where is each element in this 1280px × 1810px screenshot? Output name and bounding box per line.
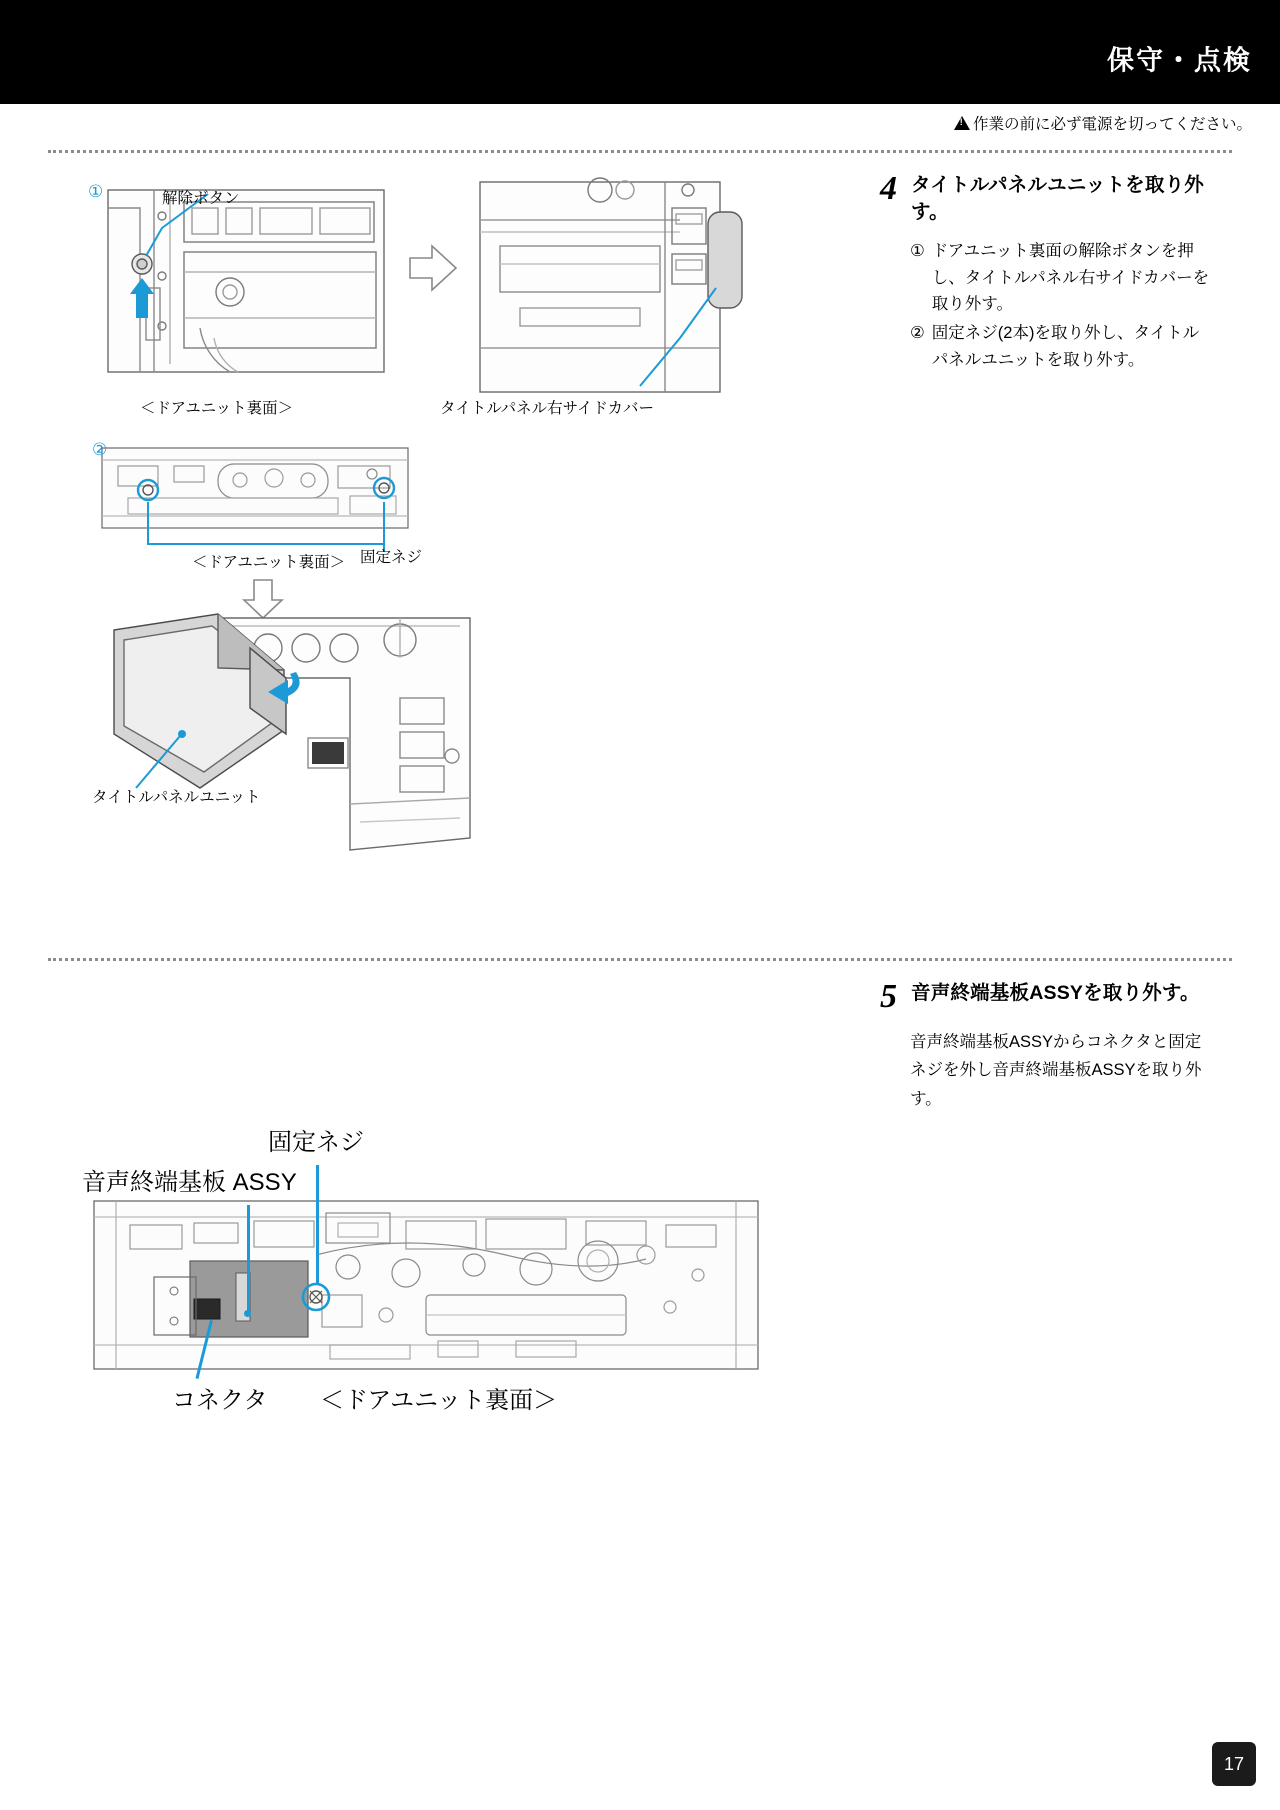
step-4-item-1-marker: ① xyxy=(910,241,925,260)
figure-step-mark-1: ① xyxy=(88,182,104,201)
label-fixing-screw-top: 固定ネジ xyxy=(360,549,423,566)
figure-step-mark-2: ② xyxy=(92,440,108,459)
label-release-button: 解除ボタン xyxy=(162,190,240,207)
figure-title-panel-unit-removal-svg xyxy=(100,608,520,868)
step-5-header xyxy=(880,980,1210,1014)
step-4-item-2-marker: ② xyxy=(910,323,925,342)
label-audio-terminal-board-assy: 音声終端基板 ASSY xyxy=(82,1169,297,1196)
page-number: 17 xyxy=(1212,1742,1256,1786)
step-5-title: 音声終端基板ASSYを取り外す。 xyxy=(911,982,1200,1004)
leader-audio-board xyxy=(247,1205,250,1315)
leader-dot-audio-board xyxy=(244,1310,251,1317)
label-door-unit-back-2: ＜ドアユニット裏面＞ xyxy=(192,554,346,571)
step-4-number: 4 xyxy=(880,170,897,207)
figure-fixing-screws-svg xyxy=(88,440,418,560)
step-4-header xyxy=(880,172,1210,226)
divider-top xyxy=(48,150,1232,153)
step-4-items xyxy=(880,238,1210,374)
warning-note-text: 作業の前に必ず電源を切ってください。 xyxy=(972,116,1252,133)
label-title-panel-right-side-cover: タイトルパネル右サイドカバー xyxy=(440,400,655,417)
step-4-item-1-text: ドアユニット裏面の解除ボタンを押し、タイトルパネル右サイドカバーを取り外す。 xyxy=(931,241,1210,314)
divider-middle xyxy=(48,958,1232,961)
step-4-title: タイトルパネルユニットを取り外す。 xyxy=(911,174,1204,223)
leader-fixing-screw-bottom xyxy=(316,1165,319,1285)
label-connector: コネクタ xyxy=(172,1387,268,1414)
figure-audio-terminal-board xyxy=(86,1195,766,1375)
step-5 xyxy=(880,980,1210,1113)
figure-title-panel-unit-removal xyxy=(100,608,520,868)
step-4-item-2-text: 固定ネジ(2本)を取り外し、タイトルパネルユニットを取り外す。 xyxy=(931,323,1200,369)
header-bar xyxy=(0,0,1280,104)
step-5-number: 5 xyxy=(880,978,897,1015)
figure-audio-terminal-board-svg xyxy=(86,1195,766,1375)
figure-fixing-screws xyxy=(88,440,418,560)
label-door-unit-back-1: ＜ドアユニット裏面＞ xyxy=(140,400,294,417)
label-title-panel-unit: タイトルパネルユニット xyxy=(92,789,261,806)
label-fixing-screw-bottom: 固定ネジ xyxy=(268,1129,364,1156)
warning-triangle-icon xyxy=(954,116,970,130)
step-4-item-2 xyxy=(910,320,1210,373)
step-4 xyxy=(880,172,1210,375)
page-title: 保守・点検 xyxy=(1107,45,1252,76)
step-4-item-1 xyxy=(910,238,1210,318)
label-door-unit-back-bottom: ＜ドアユニット裏面＞ xyxy=(320,1387,558,1414)
step-5-body: 音声終端基板ASSYからコネクタと固定ネジを外し音声終端基板ASSYを取り外す。 xyxy=(910,1033,1202,1108)
warning-note xyxy=(954,112,1252,134)
